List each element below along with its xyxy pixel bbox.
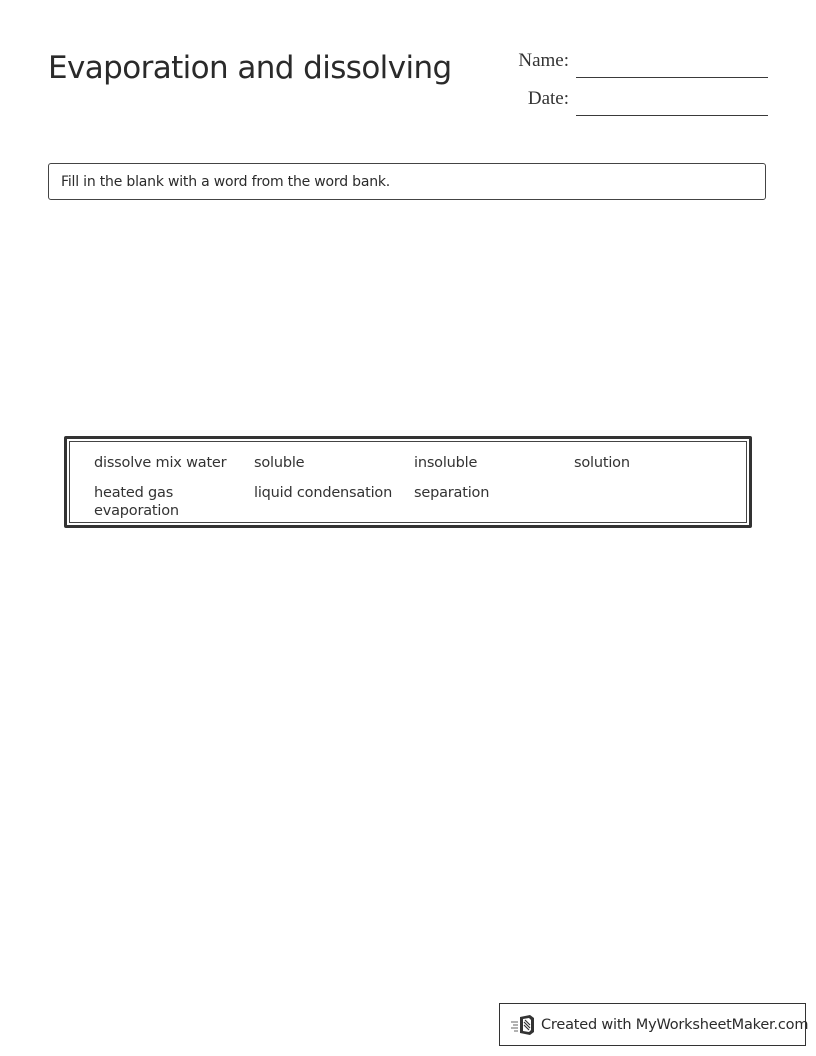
word-bank <box>64 436 752 528</box>
word-bank-item: heated gas evaporation <box>94 485 179 519</box>
date-label: Date: <box>527 88 569 109</box>
name-field[interactable] <box>500 48 768 78</box>
name-blank-line[interactable] <box>576 77 768 78</box>
date-blank-line[interactable] <box>576 115 768 116</box>
word-bank-item: soluble <box>254 455 305 471</box>
footer-text[interactable]: Created with MyWorksheetMaker.com <box>541 1016 809 1033</box>
worksheet-logo-icon <box>510 1014 536 1036</box>
footer-badge[interactable] <box>499 1003 809 1046</box>
name-label: Name: <box>518 50 569 71</box>
word-bank-item: insoluble <box>414 455 478 471</box>
word-bank-inner <box>69 441 747 523</box>
instructions-box <box>48 163 766 200</box>
word-bank-item: solution <box>574 455 630 471</box>
word-bank-item: liquid condensation <box>254 485 393 501</box>
page-title: Evaporation and dissolving <box>48 50 452 86</box>
word-bank-item: separation <box>414 485 490 501</box>
word-bank-item: dissolve mix water <box>94 455 227 471</box>
date-field[interactable] <box>500 86 768 116</box>
instructions-text: Fill in the blank with a word from the word bank. <box>61 173 391 190</box>
